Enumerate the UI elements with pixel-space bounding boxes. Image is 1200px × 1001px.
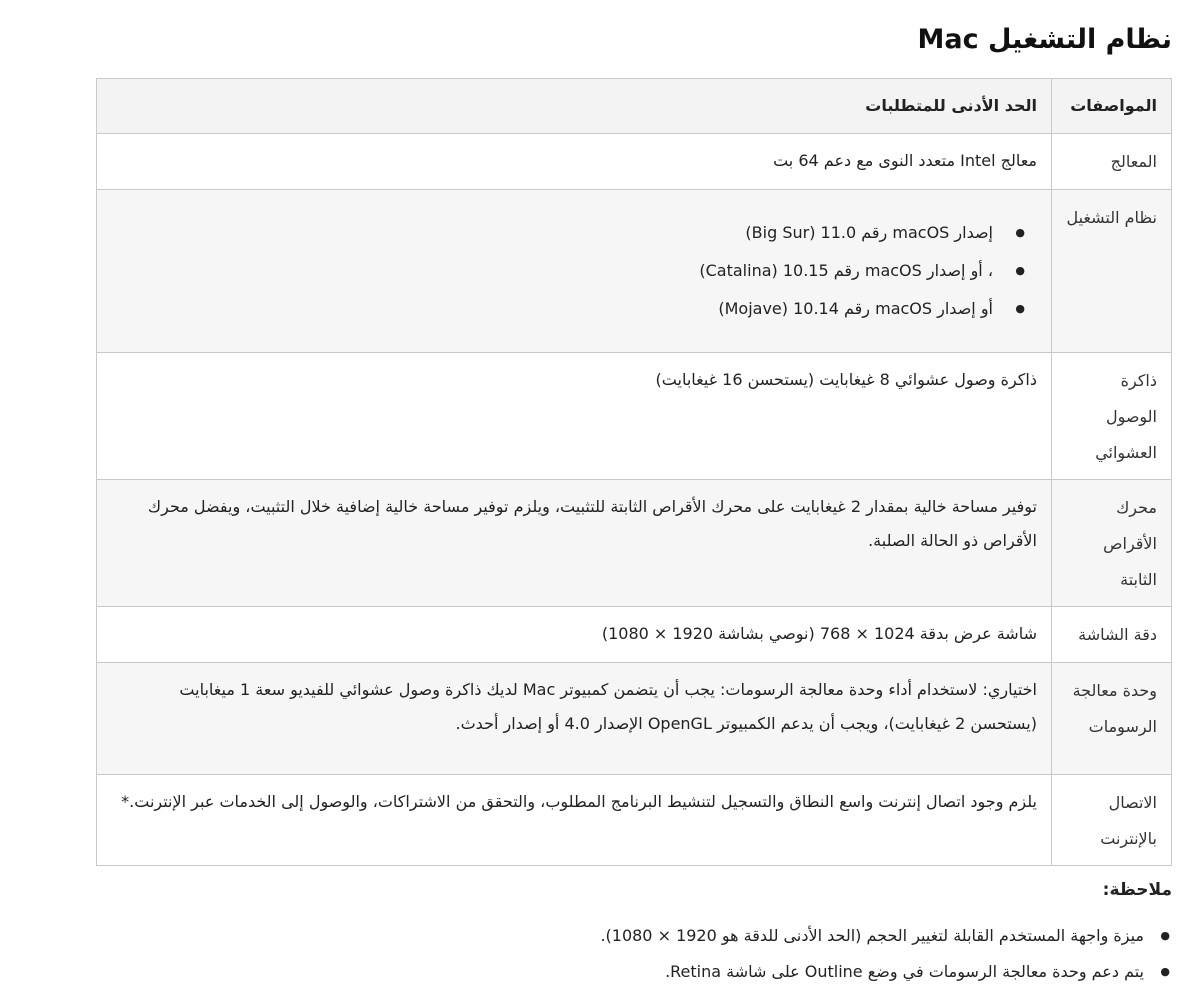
header-spec: المواصفات [1052,79,1172,134]
row-label: وحدة معالجة الرسومات [1052,663,1172,775]
row-value: معالج Intel متعدد النوى مع دعم 64 بت [97,134,1052,190]
requirements-table [96,78,1172,866]
row-label: محرك الأقراص الثابتة [1052,480,1172,607]
note-title: ملاحظة: [1102,880,1172,900]
table-row-display [97,607,1172,663]
row-label: نظام التشغيل [1052,190,1172,353]
os-version-list [111,214,1037,328]
row-value: شاشة عرض بدقة 1024 × 768 (نوصي بشاشة 1920 × 1080) [97,607,1052,663]
row-label: المعالج [1052,134,1172,190]
list-item: ● إصدار macOS رقم 11.0 (Big Sur) [111,214,993,252]
row-label: الاتصال بالإنترنت [1052,775,1172,866]
row-label: ذاكرة الوصول العشوائي [1052,353,1172,480]
list-item: ● أو إصدار macOS رقم 10.14 (Mojave) [111,290,993,328]
row-value: يلزم وجود اتصال إنترنت واسع النطاق والتسجيل لتنشيط البرنامج المطلوب، والتحقق من الاشتراكات، والوصول إلى الخدمات عبر الإنترنت.* [97,775,1052,866]
table-row-processor [97,134,1172,190]
table-row-hard-disk [97,480,1172,607]
row-value: ذاكرة وصول عشوائي 8 غيغابايت (يستحسن 16 غيغابايت) [97,353,1052,480]
table-row-internet [97,775,1172,866]
table-row-os [97,190,1172,353]
table-row-ram [97,353,1172,480]
list-item: ● يتم دعم وحدة معالجة الرسومات في وضع Outline على شاشة Retina. [69,954,1144,990]
row-label: دقة الشاشة [1052,607,1172,663]
page-title: نظام التشغيل Mac [917,24,1172,55]
header-minimum: الحد الأدنى للمتطلبات [97,79,1052,134]
row-value: اختياري: لاستخدام أداء وحدة معالجة الرسومات: يجب أن يتضمن كمبيوتر Mac لديك ذاكرة وصول عشوائي للفيديو سعة 1 ميغابايت (يستحسن 2 غيغابايت)، ويجب أن يدعم الكمبيوتر OpenGL الإصدار 4.0 أو إصدار أحدث. [97,663,1052,775]
table-header-row [97,79,1172,134]
list-item: ● ، أو إصدار macOS رقم 10.15 (Catalina) [111,252,993,290]
list-item: ● ميزة واجهة المستخدم القابلة لتغيير الحجم (الحد الأدنى للدقة هو 1920 × 1080). [69,918,1144,954]
table-row-gpu [97,663,1172,775]
note-list [69,918,1172,990]
row-value: توفير مساحة خالية بمقدار 2 غيغابايت على محرك الأقراص الثابتة للتثبيت، ويلزم توفير مساحة خالية إضافية خلال التثبيت، ويفضل محرك الأقراص ذو الحالة الصلبة. [97,480,1052,607]
row-value [97,190,1052,353]
